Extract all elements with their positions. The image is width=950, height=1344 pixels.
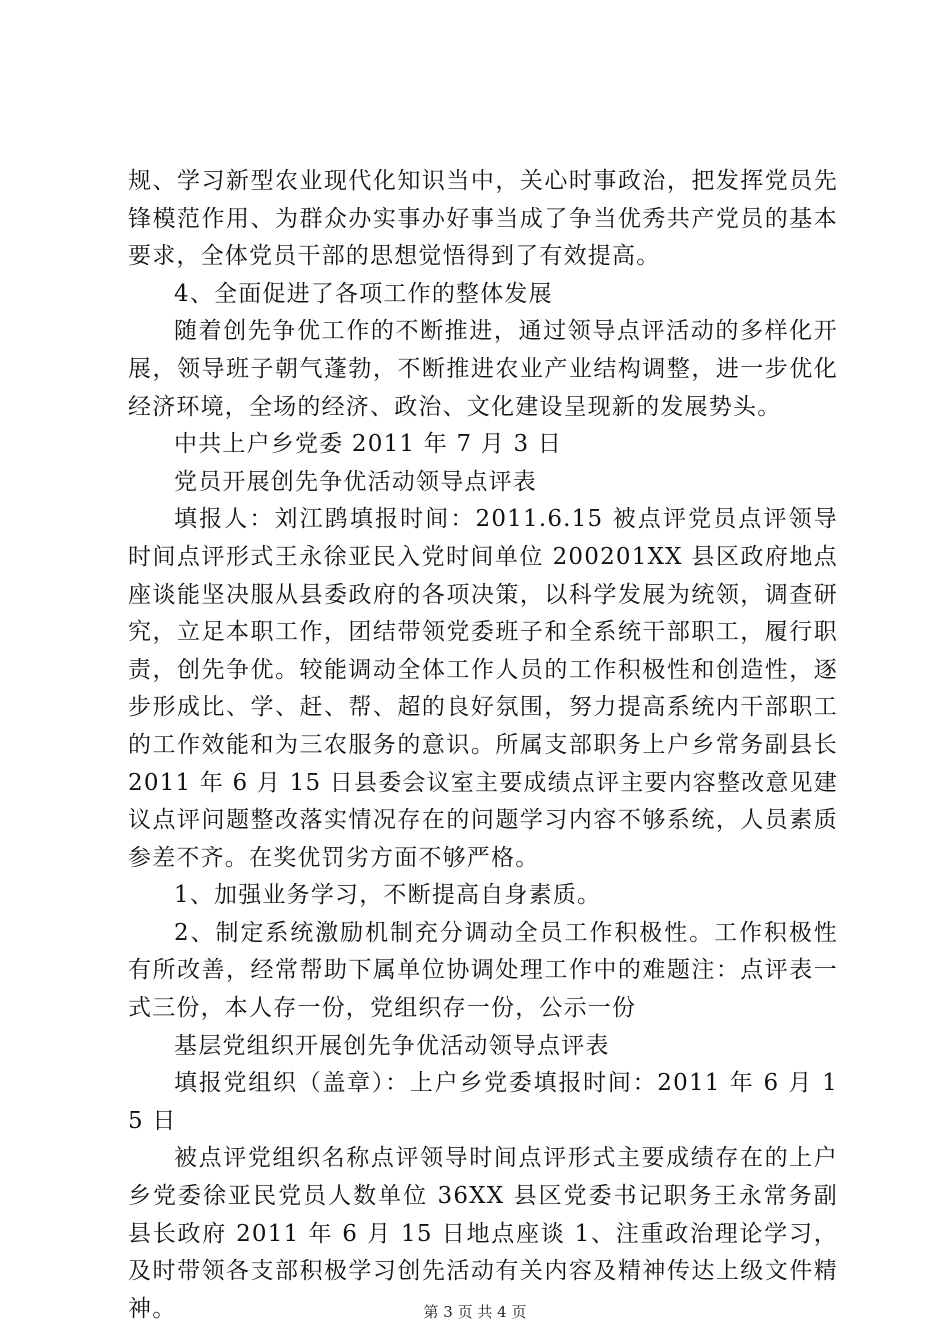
list-item-2: 2、制定系统激励机制充分调动全员工作积极性。工作积极性有所改善，经常帮助下属单位协调处理工作中的难题注：点评表一式三份，本人存一份，党组织存一份，公示一份	[128, 919, 838, 1022]
signature-date-line: 中共上户乡党委 2011 年 7 月 3 日	[174, 431, 563, 458]
paragraph-organization-review: 被点评党组织名称点评领导时间点评形式主要成绩存在的上户乡党委徐亚民党员人数单位 36XX 县区党委书记职务王永常务副县长政府 2011 年 6 月 15 日地点座谈 1、注重政治理论学习，及时带领各支部积极学习创先活动有关内容及精神传达上级文件精神。	[128, 1145, 838, 1322]
paragraph-continuation: 规、学习新型农业现代化知识当中，关心时事政治，把发挥党员先锋模范作用、为群众办实事办好事当成了争当优秀共产党员的基本要求，全体党员干部的思想觉悟得到了有效提高。	[128, 168, 838, 270]
list-item-1: 1、加强业务学习，不断提高自身素质。	[174, 882, 602, 909]
paragraph-organization-filing: 填报党组织（盖章）：上户乡党委填报时间：2011 年 6 月 15 日	[128, 1070, 838, 1134]
page-footer: 第 3 页 共 4 页	[423, 1303, 527, 1321]
form-title-member-review: 党员开展创先争优活动领导点评表	[174, 468, 537, 495]
paragraph-member-review-form: 填报人：刘江鹍填报时间：2011.6.15 被点评党员点评领导时间点评形式王永徐亚民入党时间单位 200201XX 县区政府地点座谈能坚决服从县委政府的各项决策，以科学发展为统领，调查研究，立足本职工作，团结带领党委班子和全系统干部职工，履行职责，创先争优。较能调动全体工作人员的工作积极性和创造性，逐步形成比、学、赶、帮、超的良好氛围，努力提高系统内干部职工的工作效能和为三农服务的意识。所属支部职务上户乡常务副县长 2011 年 6 月 15 日县委会议室主要成绩点评主要内容整改意见建议点评问题整改落实情况存在的问题学习内容不够系统，人员素质参差不齐。在奖优罚劣方面不够严格。	[128, 506, 838, 871]
heading-item-4: 4、全面促进了各项工作的整体发展	[174, 280, 553, 307]
document-body	[128, 163, 838, 1328]
paragraph-development: 随着创先争优工作的不断推进，通过领导点评活动的多样化开展，领导班子朝气蓬勃，不断推进农业产业结构调整，进一步优化经济环境，全场的经济、政治、文化建设呈现新的发展势头。	[128, 318, 838, 420]
form-title-organization-review: 基层党组织开展创先争优活动领导点评表	[174, 1032, 610, 1059]
